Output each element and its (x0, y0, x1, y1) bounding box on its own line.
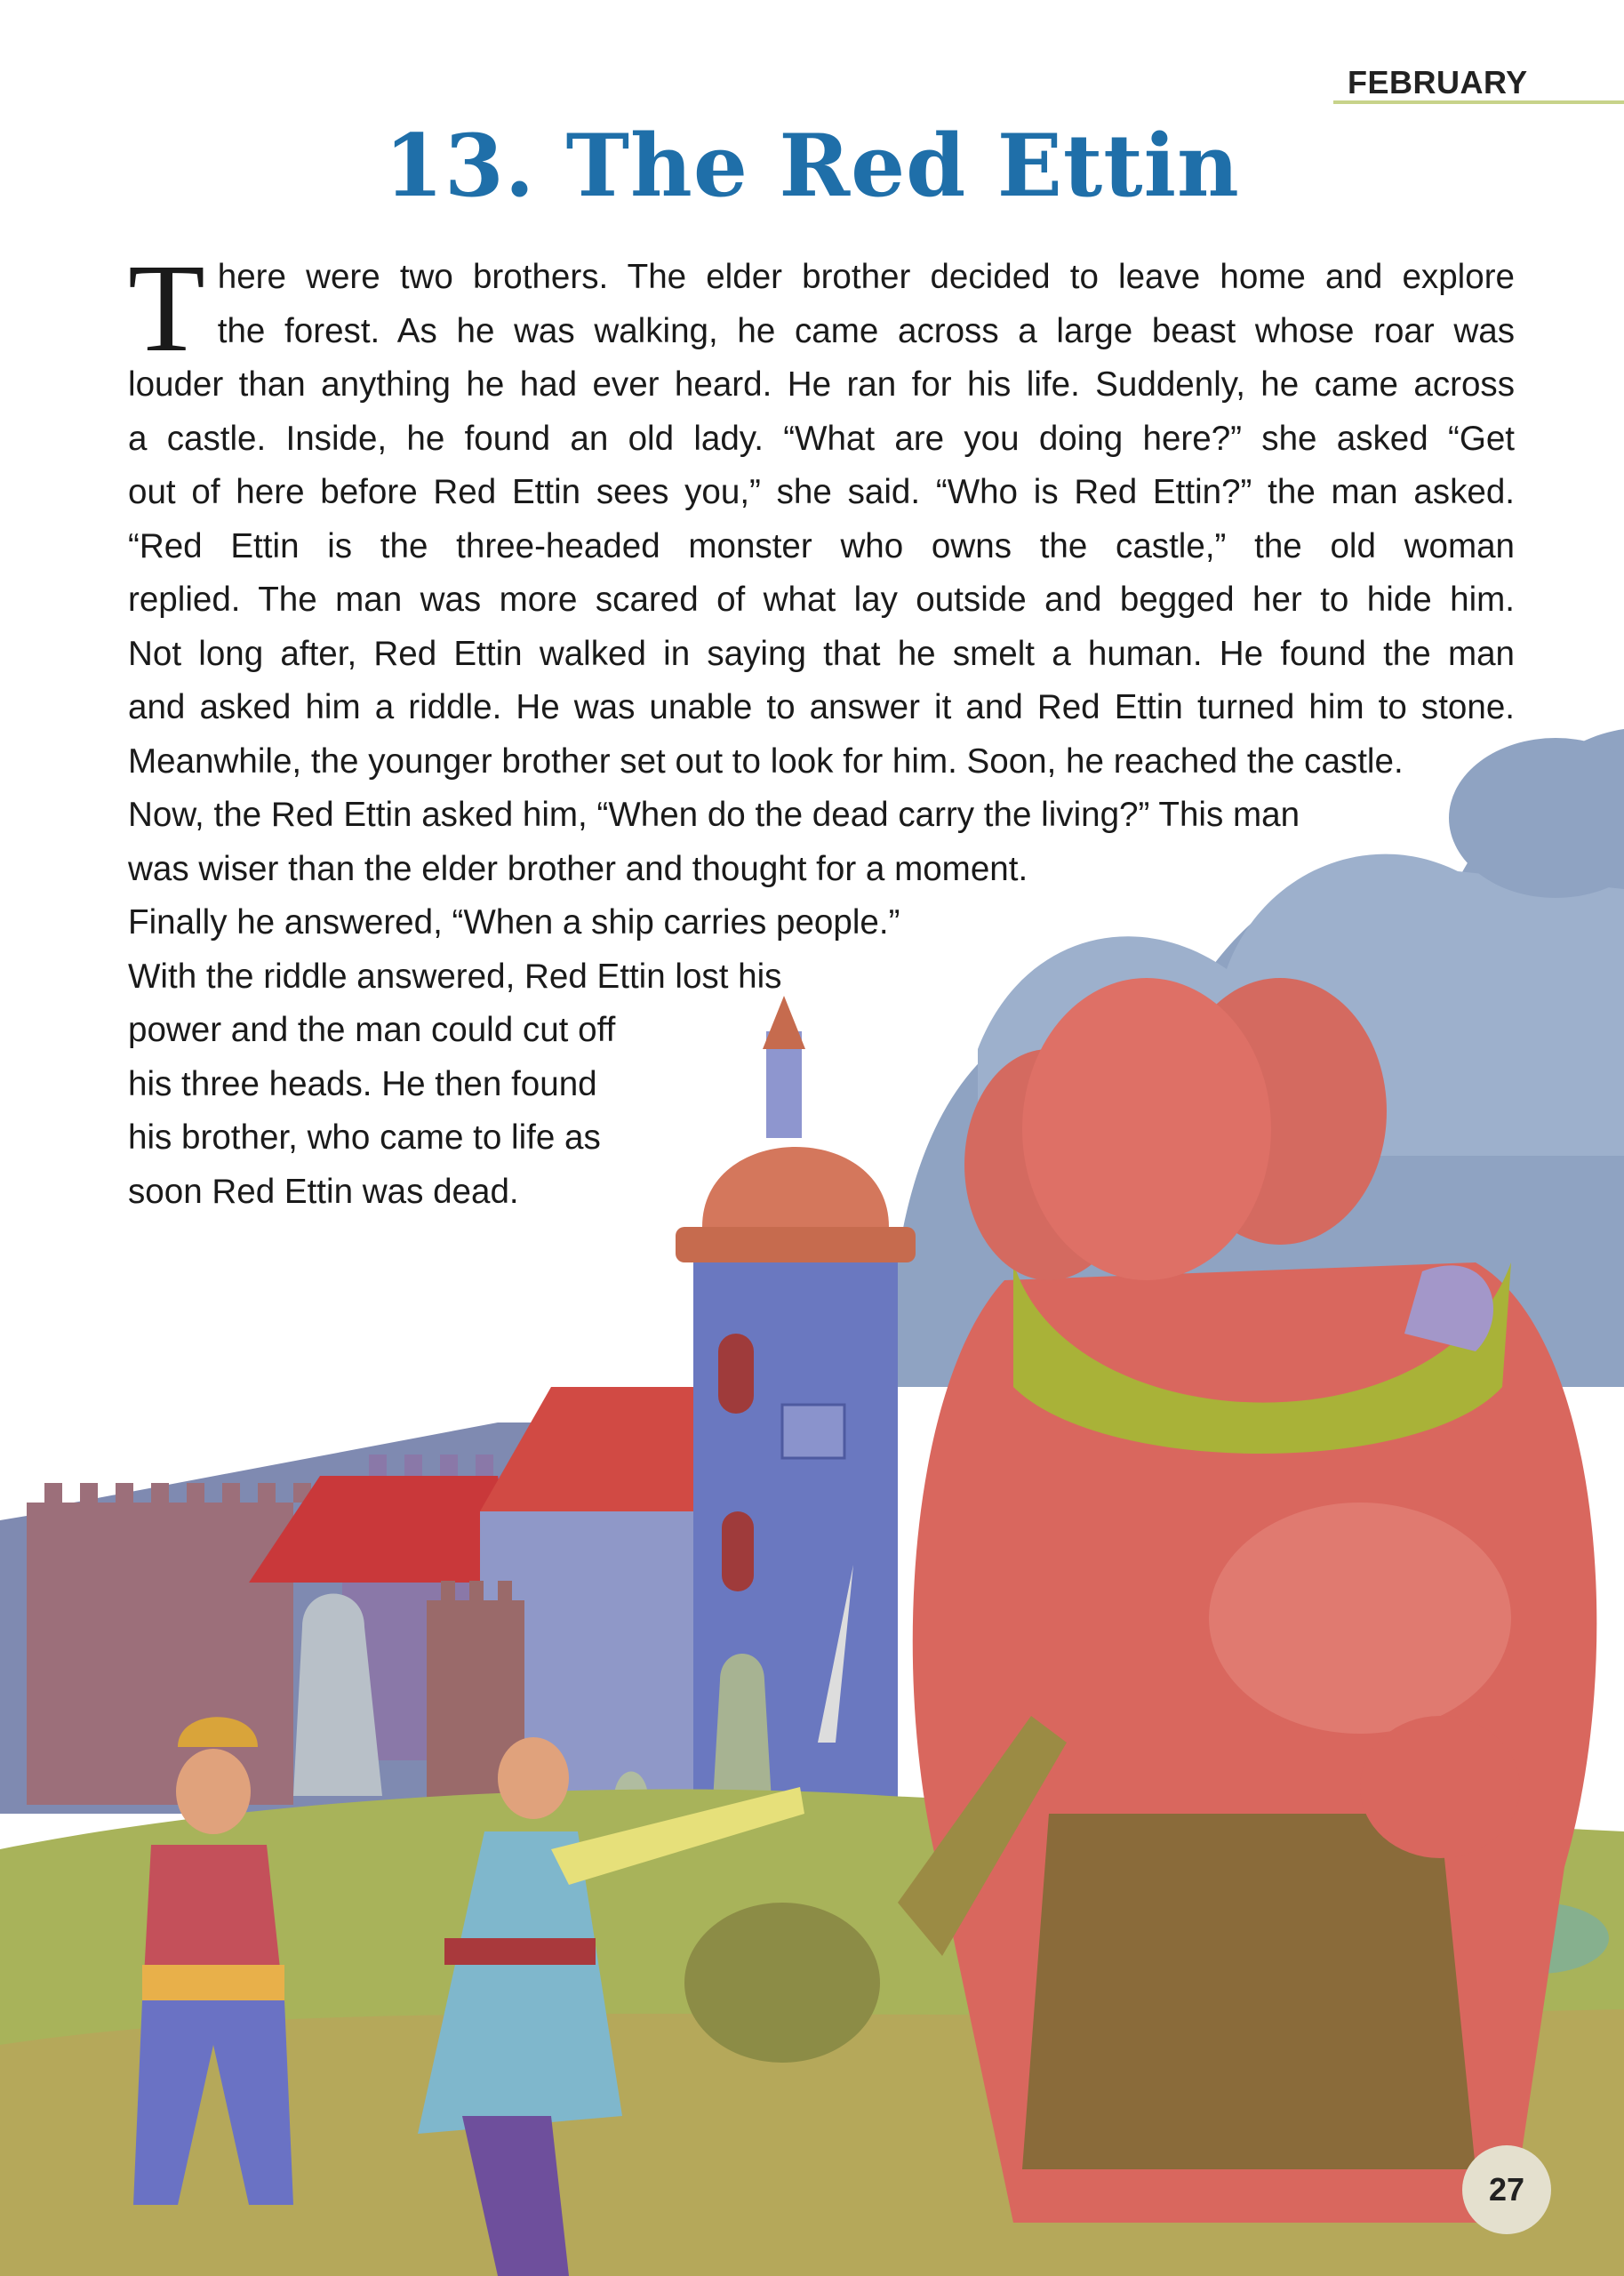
story-line: here were two brothers. The elder brother decided to leave home and explore (217, 258, 1515, 296)
story-line: Now, the Red Ettin asked him, “When do the dead carry the living?” This man (128, 796, 1300, 834)
page-title: 13. The Red Ettin (384, 116, 1240, 216)
story-line: his three heads. He then found (128, 1064, 597, 1103)
story-text (128, 237, 1515, 1219)
story-line: replied. The man was more scared of what lay outside and begged her to hide him. (128, 581, 1515, 619)
story-line: was wiser than the elder brother and thought for a moment. (128, 849, 1028, 888)
story-line: a castle. Inside, he found an old lady. “What are you doing here?” she asked “Get (128, 419, 1515, 458)
story-line: louder than anything he had ever heard. He ran for his life. Suddenly, he came across (128, 365, 1515, 404)
drop-cap: T (128, 237, 205, 378)
month-label: FEBRUARY (1348, 64, 1528, 100)
story-line: power and the man could cut off (128, 1011, 616, 1049)
story-line: the forest. As he was walking, he came across a large beast whose roar was (217, 311, 1515, 350)
story-line: and asked him a riddle. He was unable to answer it and Red Ettin turned him to stone. (128, 688, 1515, 726)
page-number: 27 (1462, 2145, 1551, 2234)
story-line: Finally he answered, “When a ship carries people.” (128, 903, 900, 942)
header-rule (1333, 100, 1624, 104)
story-line: his brother, who came to life as (128, 1118, 601, 1157)
story-line: soon Red Ettin was dead. (128, 1172, 519, 1211)
story-line: out of here before Red Ettin sees you,” she said. “Who is Red Ettin?” the man asked. (128, 473, 1515, 511)
story-line: Meanwhile, the younger brother set out to look for him. Soon, he reached the castle. (128, 741, 1404, 781)
story-line: With the riddle answered, Red Ettin lost his (128, 957, 782, 996)
story-line: Not long after, Red Ettin walked in saying that he smelt a human. He found the man (128, 634, 1515, 673)
story-line: “Red Ettin is the three-headed monster who owns the castle,” the old woman (128, 526, 1515, 565)
